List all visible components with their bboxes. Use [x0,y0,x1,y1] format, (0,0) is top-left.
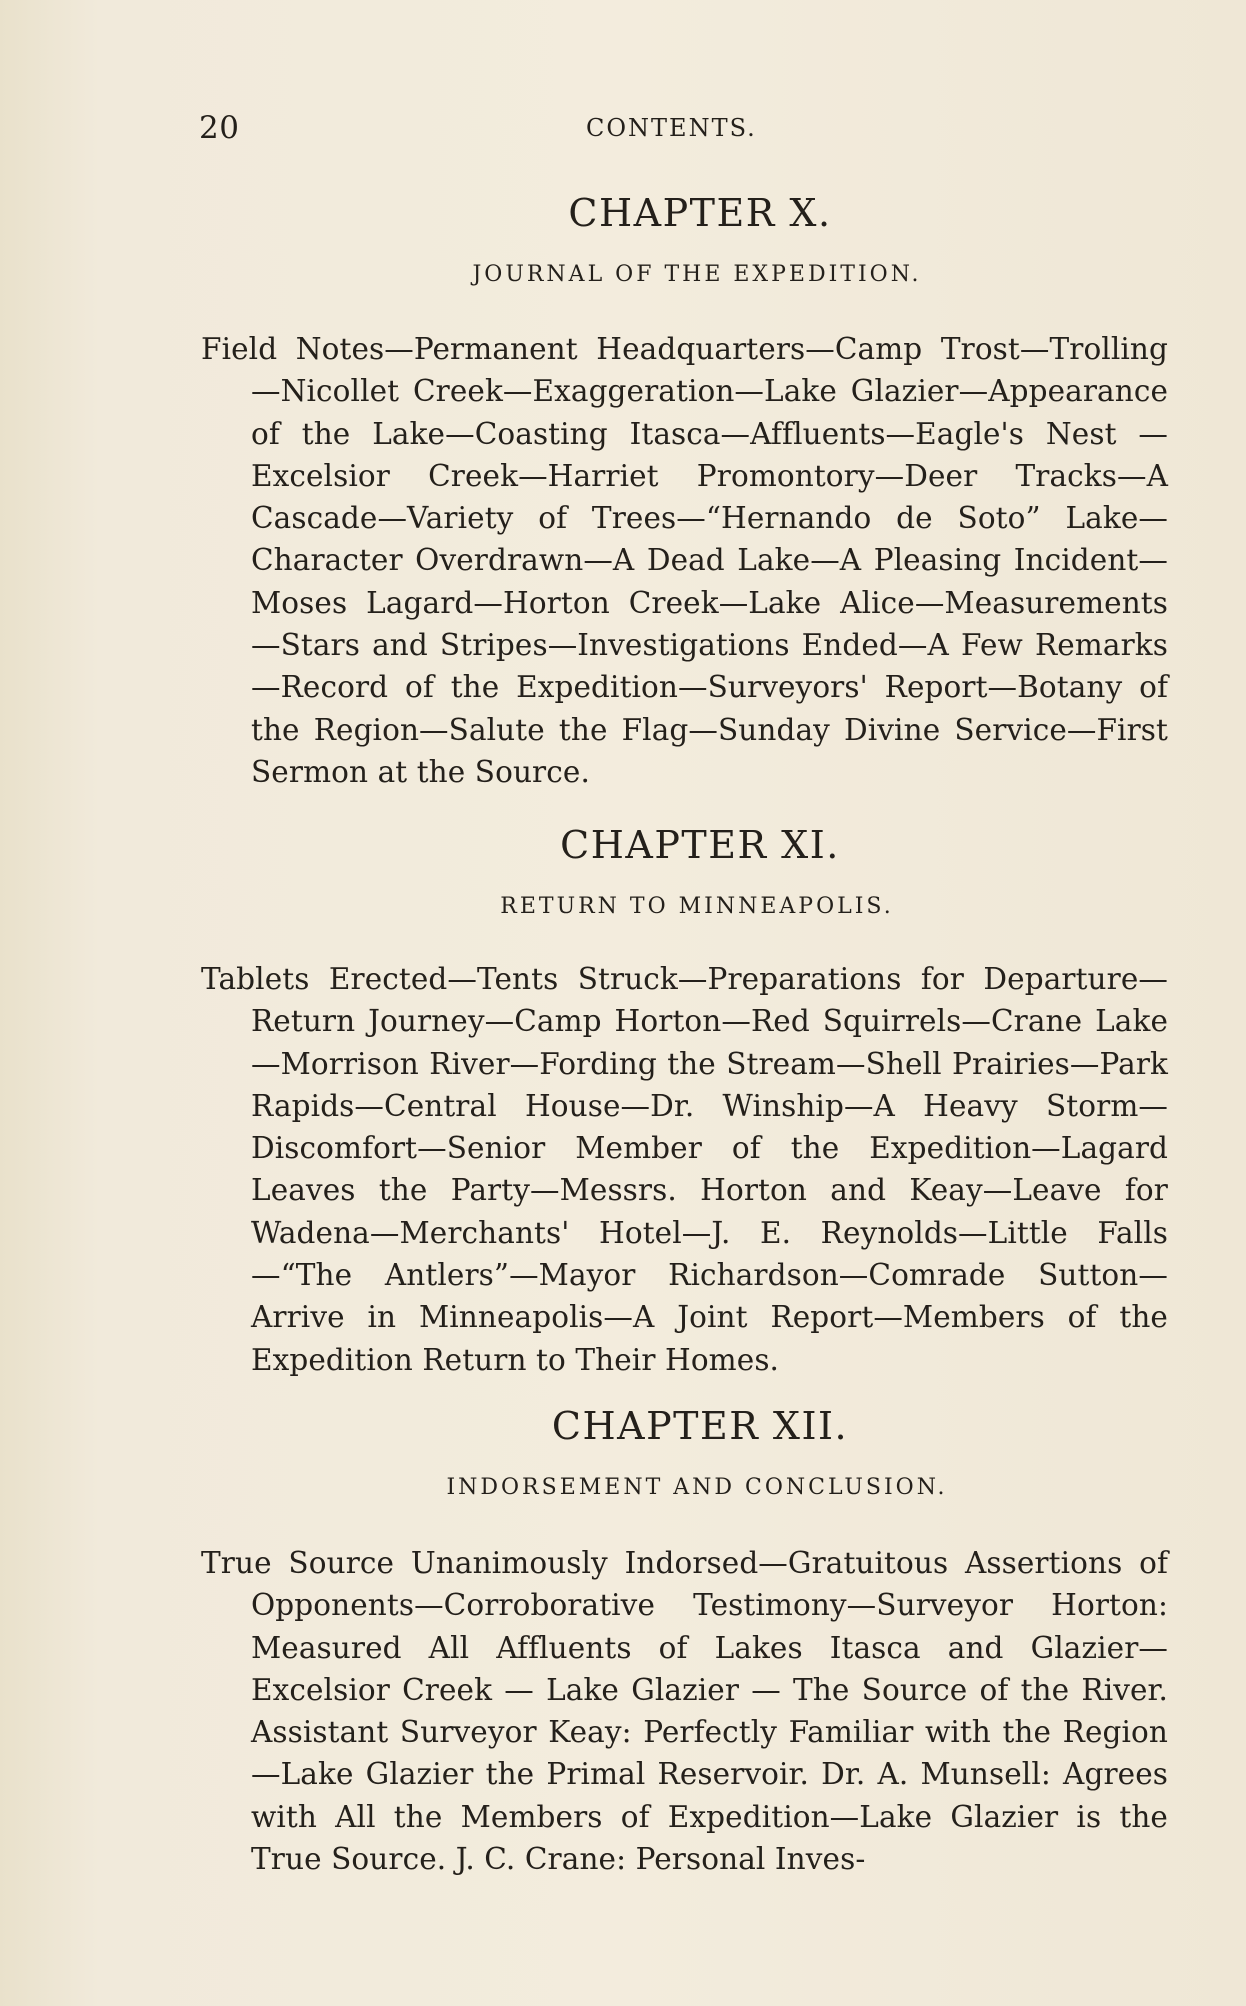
chapter-xii [0,1403,1246,1505]
chapter-subtitle: JOURNAL OF THE EXPEDITION. [472,262,922,287]
chapter-summary: True Source Unanimously Indorsed—Gratuitous Assertions of Opponents—Corroborative Testimony—Surveyor Horton: Measured All Affluents of Lakes Itasca and Glazier—Excelsior Creek — Lake Glazier — The Source of the River. Assistant Surveyor Keay: Perfectly Familiar with the Region—Lake Glazier the Primal Reservoir. Dr. A. Munsell: Agrees with All the Members of Expedition—Lake Glazier is the True Source. J. C. Crane: Personal Inves- [201,1546,1168,1877]
chapter-heading: CHAPTER XI. [560,823,840,867]
page-number: 20 [199,110,240,146]
chapter-summary: Field Notes—Permanent Headquarters—Camp Trost—Trolling —Nicollet Creek—Exaggeration—Lake Glazier—Appearance of the Lake—Coasting Itasca—Affluents—Eagle's Nest —Excelsior Creek—Harriet Promontory—Deer Tracks—A Cascade—Variety of Trees—“Hernando de Soto” Lake—Character Overdrawn—A Dead Lake—A Pleasing Incident—Moses Lagard—Horton Creek—Lake Alice—Measurements—Stars and Stripes—Investigations Ended—A Few Remarks—Record of the Expedition—Surveyors' Report—Botany of the Region—Salute the Flag—Sunday Divine Service—First Sermon at the Source. [201,332,1168,789]
chapter-subtitle: RETURN TO MINNEAPOLIS. [500,894,894,919]
chapter-heading: CHAPTER XII. [551,1404,849,1448]
chapter-xi [0,822,1246,924]
running-title: CONTENTS. [586,114,757,142]
chapter-heading: CHAPTER X. [568,191,832,235]
chapter-summary: Tablets Erected—Tents Struck—Preparations for Departure—Return Journey—Camp Horton—Red Squirrels—Crane Lake—Morrison River—Fording the Stream—Shell Prairies—Park Rapids—Central House—Dr. Winship—A Heavy Storm—Discomfort—Senior Member of the Expedition—Lagard Leaves the Party—Messrs. Horton and Keay—Leave for Wadena—Merchants' Hotel—J. E. Reynolds—Little Falls—“The Antlers”—Mayor Richardson—Comrade Sutton—Arrive in Minneapolis—A Joint Report—Members of the Expedition Return to Their Homes. [201,962,1168,1377]
chapter-x [0,190,1246,292]
running-head [0,110,1246,150]
chapter-subtitle: INDORSEMENT AND CONCLUSION. [446,1475,948,1500]
